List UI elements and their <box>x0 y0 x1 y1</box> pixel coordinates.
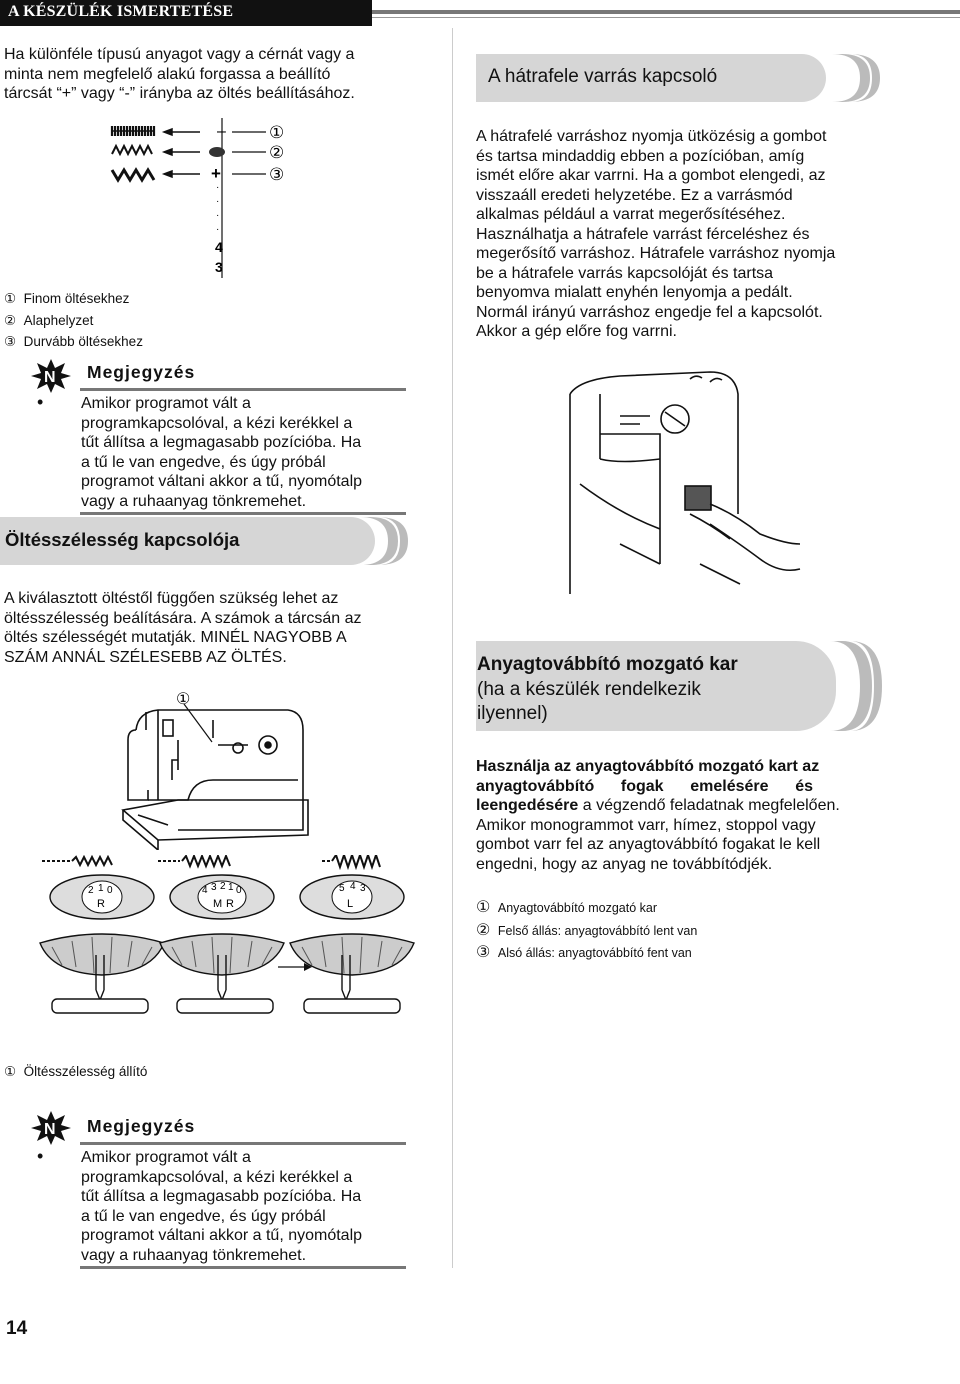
dial-label: M <box>213 898 223 910</box>
svg-text:·: · <box>216 210 220 221</box>
callout-1: ① <box>269 123 285 142</box>
section-title-line: (ha a készülék rendelkezik <box>477 678 701 700</box>
legend-text: Durvább öltésekhez <box>23 334 143 349</box>
paragraph-line: és tartsa mindaddig ebben a pozícióban, amíg <box>476 147 805 165</box>
dial-label: 1 <box>98 883 104 894</box>
section-title-feed-dog <box>477 653 738 727</box>
paragraph-line: Használja az anyagtovábbító mozgató kart az <box>476 758 820 775</box>
legend-num: ① <box>4 1064 17 1079</box>
svg-text:N: N <box>44 369 56 386</box>
svg-text:·: · <box>216 196 220 207</box>
stitch-length-legend <box>4 288 143 353</box>
callout-2: ② <box>269 143 285 162</box>
legend-text: Finom öltésekhez <box>23 291 130 306</box>
note-line: tűt állítsa a legmagasabb pozícióba. Ha <box>81 434 362 451</box>
dial-label: 3 <box>360 883 366 894</box>
section-title-reverse: A hátrafele varrás kapcsoló <box>488 66 718 87</box>
paragraph-line: ismét előre akar varrni. Ha a gombot elengedi, az <box>476 167 826 184</box>
paragraph-line: öltésszélesség beálítására. A számok a tárcsán az <box>4 609 362 627</box>
note-line: vagy a ruhaanyag tönkremehet. <box>81 1246 307 1264</box>
paragraph-line: visszaáll eredeti helyzetébe. Ez a varrásmód <box>476 186 793 204</box>
intro-line: minta nem megfelelő alakú forgassa a beállító <box>4 65 331 83</box>
header-rule <box>372 10 960 14</box>
paragraph-line: be a hátrafele varrás kapcsolóját és tartsa <box>476 264 774 282</box>
legend-text: Öltésszélesség állító <box>23 1064 148 1079</box>
legend-num: ② <box>4 312 17 328</box>
feed-dog-paragraph <box>476 757 886 874</box>
section-title-stitch-width: Öltésszélesség kapcsolója <box>5 529 240 550</box>
paragraph-line: benyomva mialatt enyhén lenyomja a pedált. <box>476 284 793 301</box>
heading-decoration <box>350 517 410 565</box>
fine-stitch-sample <box>112 126 154 136</box>
note-body <box>81 1148 401 1265</box>
intro-paragraph <box>4 45 404 104</box>
paragraph-line: alkalmas például a varrat megerősítéséhez. <box>476 206 786 223</box>
bold-text: leengedésére <box>476 797 579 814</box>
stitch-width-paragraph <box>4 589 414 667</box>
note-rule <box>80 388 406 391</box>
heading-decoration <box>820 641 884 731</box>
legend-item <box>4 288 143 310</box>
legend-item <box>476 920 697 943</box>
heading-decoration <box>822 54 882 102</box>
dial-number-3: 3 <box>215 259 223 275</box>
paragraph-line: megerősítő varráshoz. Hátrafele varráshoz nyomja <box>476 245 836 262</box>
reverse-paragraph <box>476 127 886 342</box>
svg-text:N: N <box>44 1121 56 1138</box>
dial-1 <box>40 875 164 975</box>
page-number: 14 <box>6 1318 28 1339</box>
note-title: Megjegyzés <box>87 362 196 382</box>
note-line: tűt állítsa a legmagasabb pozícióba. Ha <box>81 1188 362 1205</box>
callout-3: ③ <box>269 165 285 184</box>
dial-2 <box>160 875 284 975</box>
note-icon <box>30 1110 72 1146</box>
note-title: Megjegyzés <box>87 1116 196 1136</box>
paragraph-line: anyagtovábbító fogak emelésére és <box>476 777 814 795</box>
stitch-width-dials <box>32 855 422 1027</box>
note-line: programkapcsolóval, a kézi kerékkel a <box>81 1168 353 1186</box>
dial-label: 0 <box>236 885 242 896</box>
legend-item <box>476 942 697 965</box>
legend-num: ② <box>476 921 491 939</box>
legend-num: ① <box>476 899 491 916</box>
note-rule-bottom <box>80 1266 406 1269</box>
legend-text: Anyagtovábbító mozgató kar <box>497 901 657 915</box>
note-icon <box>30 358 72 394</box>
feed-dog-legend <box>476 897 697 965</box>
legend-text: Alsó állás: anyagtovábbító fent van <box>497 946 692 960</box>
dial-minus-mark: – <box>217 123 226 140</box>
dial-label: 4 <box>202 885 208 896</box>
paragraph-line: Normál irányú varráshoz engedje fel a kapcsolót. <box>476 303 823 321</box>
legend-item <box>4 331 143 353</box>
section-title-line: ilyennel) <box>477 703 548 724</box>
paragraph-line: SZÁM ANNÁL SZÉLESEBB AZ ÖLTÉS. <box>4 648 287 666</box>
note-rule <box>80 1142 406 1145</box>
note-line: Amikor programot vált a <box>81 1149 251 1166</box>
dial-label: 5 <box>339 883 345 894</box>
legend-text: Felső állás: anyagtovábbító lent van <box>497 923 698 938</box>
paragraph-line: engedni, hogy az anyag ne továbbítódjék. <box>476 855 773 873</box>
intro-line: Ha különféle típusú anyagot vagy a cérnát vagy a <box>4 46 355 63</box>
dial-label: 0 <box>107 885 113 896</box>
note-line: programot váltani akkor a tű, nyomótalp <box>81 1227 363 1244</box>
note-line: a tű le van engedve, és úgy próbál <box>81 453 326 471</box>
paragraph-line <box>476 796 886 816</box>
plain-text: a végzendő feladatnak megfelelően. <box>578 797 840 814</box>
paragraph-line: Akkor a gép előre fog varrni. <box>476 323 677 340</box>
dial-label: R <box>226 898 234 910</box>
paragraph-line: Amikor monogrammot varr, hímez, stoppol vagy <box>476 816 816 834</box>
stitch-length-figure <box>100 118 300 283</box>
coarse-stitch-sample <box>112 170 154 180</box>
legend-item <box>476 897 697 920</box>
paragraph-line: gombot varr fel az anyagtovábbító fogakat le kell <box>476 836 821 853</box>
dial-label: 3 <box>211 882 217 893</box>
section-title-line: Anyagtovábbító mozgató kar <box>477 654 738 675</box>
legend-num: ① <box>4 291 17 306</box>
column-divider <box>452 28 453 1268</box>
machine-callout-1: ① <box>176 691 191 708</box>
note-line: vagy a ruhaanyag tönkremehet. <box>81 492 307 510</box>
dial-number-4: 4 <box>215 239 223 255</box>
reverse-button-illustration <box>560 364 805 604</box>
bullet: • <box>37 1146 44 1166</box>
svg-text:·: · <box>216 182 220 193</box>
note-body <box>81 394 401 511</box>
dial-label: 4 <box>350 881 356 892</box>
svg-text:·: · <box>216 224 220 235</box>
dial-label: 2 <box>220 881 226 892</box>
paragraph-line: Használhatja a hátrafele varrást férceléshez és <box>476 225 810 243</box>
dial-label: 1 <box>228 882 234 893</box>
medium-stitch-sample <box>112 146 152 154</box>
legend-item <box>4 310 143 332</box>
note-line: programkapcsolóval, a kézi kerékkel a <box>81 414 353 432</box>
page-header-title: A KÉSZÜLÉK ISMERTETÉSE <box>8 3 234 20</box>
paragraph-line: A kiválasztott öltéstől függően szükség lehet az <box>4 590 339 607</box>
sewing-machine-illustration <box>118 690 318 850</box>
intro-line: tárcsát “+” vagy “-” irányba az öltés beállításához. <box>4 85 355 102</box>
note-line: programot váltani akkor a tű, nyomótalp <box>81 473 363 490</box>
bullet: • <box>37 392 44 412</box>
width-legend <box>4 1061 147 1083</box>
dial-plus-mark: + <box>211 164 221 183</box>
dial-center-mark <box>209 147 225 157</box>
dial-label: L <box>347 898 354 910</box>
paragraph-line: A hátrafelé varráshoz nyomja ütközésig a gombot <box>476 128 827 145</box>
dial-label: 2 <box>88 885 94 896</box>
note-rule-bottom <box>80 512 406 515</box>
note-line: Amikor programot vált a <box>81 395 251 412</box>
legend-num: ③ <box>476 944 491 961</box>
dial-label: R <box>97 898 105 910</box>
note-line: a tű le van engedve, és úgy próbál <box>81 1207 326 1225</box>
paragraph-line: öltés szélességét mutatják. MINÉL NAGYOBB A <box>4 629 347 646</box>
header-rule-thin <box>372 17 960 18</box>
legend-text: Alaphelyzet <box>23 312 94 328</box>
dial-3 <box>290 875 414 975</box>
legend-num: ③ <box>4 334 17 349</box>
